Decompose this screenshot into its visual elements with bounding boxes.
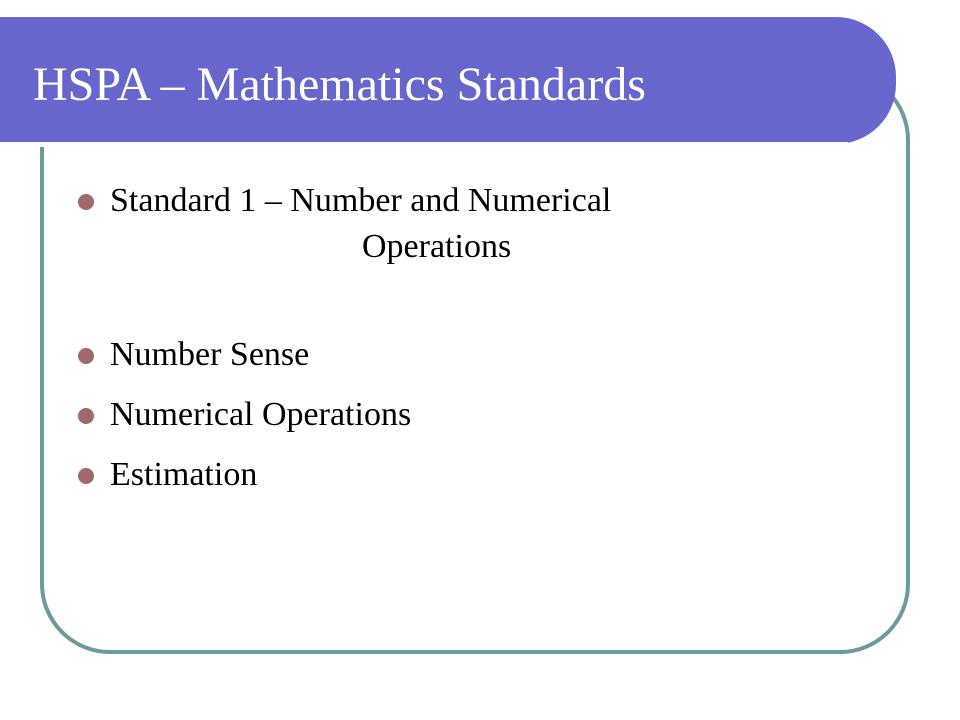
bullet-icon (78, 408, 94, 424)
list-item (78, 178, 878, 270)
bullet-icon (78, 348, 94, 364)
bullet-list (78, 178, 878, 498)
list-item (78, 332, 878, 378)
bullet-text: Numerical Operations (110, 396, 412, 433)
title-underline (0, 142, 848, 147)
bullet-text: Standard 1 – Number and Numerical (110, 182, 612, 219)
bullet-icon (78, 468, 94, 484)
list-item (78, 452, 878, 498)
bullet-text: Number Sense (110, 336, 310, 373)
bullet-text-continuation: Operations (362, 228, 512, 265)
bullet-icon (78, 194, 94, 210)
list-item (78, 392, 878, 438)
title-bar (0, 17, 896, 144)
slide-title: HSPA – Mathematics Standards (33, 58, 646, 111)
bullet-text: Estimation (110, 456, 258, 493)
